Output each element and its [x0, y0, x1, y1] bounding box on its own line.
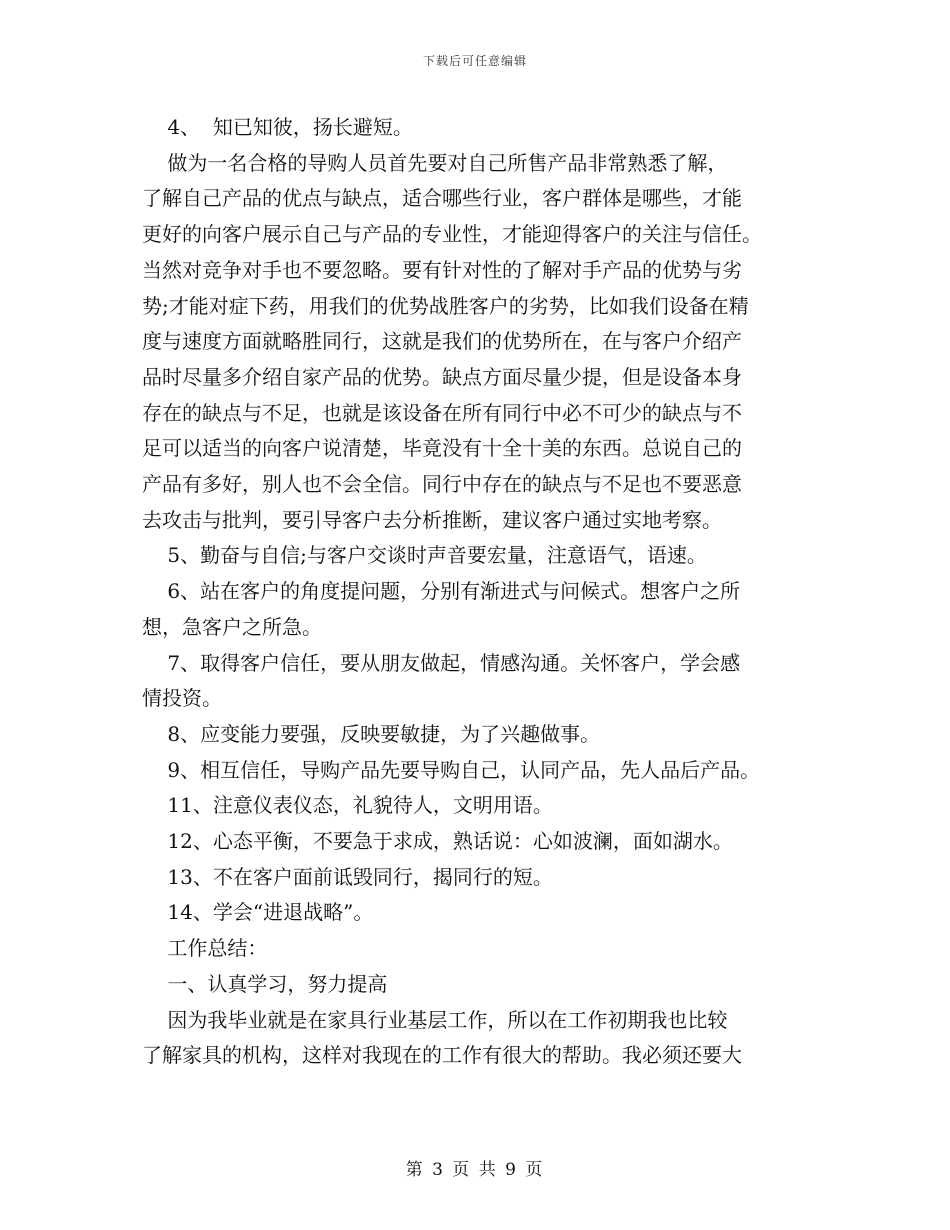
text-line: 9、相互信任，导购产品先要导购自己，认同产品，先人品后产品。: [142, 757, 761, 782]
text-line: 去攻击与批判，要引导客户去分析推断，建议客户通过实地考察。: [142, 507, 722, 532]
text-line: 12、心态平衡，不要急于求成，熟话说：心如波澜，面如湖水。: [142, 829, 733, 854]
text-line: 产品有多好，别人也不会全信。同行中存在的缺点与不足也不要恶意: [142, 472, 742, 497]
page-footer: 第 3 页 共 9 页: [405, 1160, 545, 1180]
text-line: 8、应变能力要强，反映要敏捷，为了兴趣做事。: [142, 721, 601, 746]
text-line: 工作总结：: [142, 936, 268, 961]
text-line: 想，急客户之所急。: [142, 614, 322, 639]
text-line: 6、站在客户的角度提问题，分别有渐进式与问候式。想客户之所: [142, 579, 741, 604]
text-line: 品时尽量多介绍自家产品的优势。缺点方面尽量少提，但是设备本身: [142, 364, 742, 389]
text-line: 度与速度方面就略胜同行，这就是我们的优势所在，在与客户介绍产: [142, 329, 742, 354]
text-line: 一、认真学习，努力提高: [142, 971, 388, 996]
text-line: 4、 知已知彼，扬长避短。: [142, 115, 413, 139]
document-body: [142, 110, 822, 1074]
text-line: 了解自己产品的优点与缺点，适合哪些行业，客户群体是哪些，才能: [142, 186, 742, 211]
text-line: 做为一名合格的导购人员首先要对自己所售产品非常熟悉了解，: [142, 150, 728, 175]
text-line: 情投资。: [142, 686, 222, 711]
text-line: 足可以适当的向客户说清楚，毕竟没有十全十美的东西。总说自己的: [142, 436, 742, 461]
text-line: 更好的向客户展示自己与产品的专业性，才能迎得客户的关注与信任。: [142, 222, 762, 247]
text-line: 13、不在客户面前诋毁同行，揭同行的短。: [142, 864, 553, 889]
text-line: 了解家具的机构，这样对我现在的工作有很大的帮助。我必须还要大: [142, 1043, 742, 1068]
page-header: 下载后可任意编辑: [422, 54, 527, 68]
text-line: 5、勤奋与自信;与客户交谈时声音要宏量，注意语气，语速。: [142, 543, 707, 568]
text-line: 7、取得客户信任，要从朋友做起，情感沟通。关怀客户，学会感: [142, 650, 741, 675]
text-line: 14、学会“进退战略”。: [142, 900, 374, 925]
text-line: 当然对竞争对手也不要忽略。要有针对性的了解对手产品的优势与劣: [142, 257, 742, 282]
text-line: 势;才能对症下药，用我们的优势战胜客户的劣势，比如我们设备在精: [142, 293, 749, 318]
text-line: 存在的缺点与不足，也就是该设备在所有同行中必不可少的缺点与不: [142, 400, 742, 425]
text-line: 11、注意仪表仪态，礼貌待人，文明用语。: [142, 793, 553, 818]
text-line: 因为我毕业就是在家具行业基层工作，所以在工作初期我也比较: [142, 1007, 728, 1032]
